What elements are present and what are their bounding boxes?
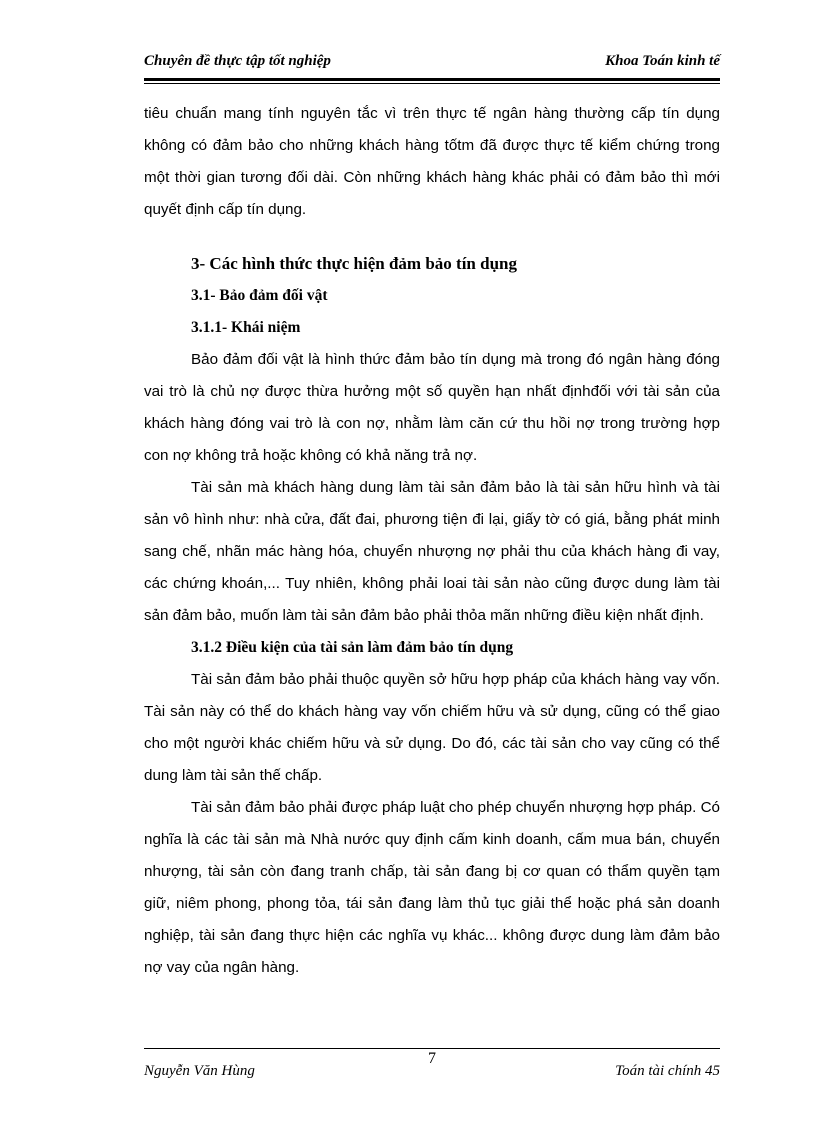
heading-3-1-1: 3.1.1- Khái niệm [191, 319, 301, 336]
paragraph-assets: Tài sản mà khách hàng dung làm tài sản đảm bảo là tài sản hữu hình và tài sản vô hình như: nhà cửa, đất đai, phương tiện đi lại, giấy tờ có giá, bằng phát minh sang chế, nhãn mác hàng hóa, chuyển nhượng nợ phải thu của khách hàng đi vay, các chứng khoán,... Tuy nhiên, không phải loai tài sản nào cũng được dung làm tài sản đảm bảo, muốn làm tài sản đảm bảo phải thỏa mãn những điều kiện nhất định. [144, 479, 720, 624]
paragraph-definition: Bảo đảm đối vật là hình thức đảm bảo tín dụng mà trong đó ngân hàng đóng vai trò là chủ nợ được thừa hưởng một số quyền hạn nhất địnhđối với tài sản của khách hàng đóng vai trò là con nợ, nhằm làm căn cứ thu hồi nợ trong trường hợp con nợ không trả hoặc không có khả năng trả nợ. [144, 351, 720, 464]
paragraph-intro: tiêu chuẩn mang tính nguyên tắc vì trên thực tế ngân hàng thường cấp tín dụng không có đảm bảo cho những khách hàng tốtm đã được thực tế kiểm chứng trong một thời gian tương đối dài. Còn những khách hàng khác phải có đảm bảo thì mới quyết định cấp tín dụng. [144, 105, 720, 218]
footer-rule [144, 1048, 720, 1049]
paragraph-ownership: Tài sản đảm bảo phải thuộc quyền sở hữu hợp pháp của khách hàng vay vốn. Tài sản này có thể do khách hàng vay vốn chiếm hữu và sử dụng, cũng có thể giao cho một người khác chiếm hữu và sử dụng. Do đó, các tài sản cho vay cũng có thể dung làm tài sản thế chấp. [144, 671, 720, 784]
heading-section-3: 3- Các hình thức thực hiện đảm bảo tín dụng [191, 254, 517, 273]
page-body [144, 98, 720, 984]
footer-class: Toán tài chính 45 [615, 1063, 720, 1079]
page-number: 7 [428, 1050, 436, 1067]
heading-3-1-2: 3.1.2 Điều kiện của tài sản làm đảm bảo tín dụng [191, 639, 514, 656]
header-rule-thin [144, 83, 720, 84]
header-right-title: Khoa Toán kinh tế [605, 53, 720, 69]
header-rule-thick [144, 78, 720, 81]
page-footer [144, 1050, 720, 1080]
paragraph-legal-transfer: Tài sản đảm bảo phải được pháp luật cho phép chuyển nhượng hợp pháp. Có nghĩa là các tài sản mà Nhà nước quy định cấm kinh doanh, cấm mua bán, chuyển nhượng, tài sản còn đang tranh chấp, tài sản đang bị cơ quan có thẩm quyền tạm giữ, niêm phong, phong tỏa, tái sản đang làm thủ tục giải thể hoặc phá sản doanh nghiệp, tài sản đang thực hiện các nghĩa vụ khác... không được dung làm đảm bảo nợ vay của ngân hàng. [144, 799, 720, 976]
footer-author: Nguyễn Văn Hùng [144, 1063, 255, 1079]
heading-3-1: 3.1- Bảo đảm đối vật [191, 287, 328, 304]
header-left-title: Chuyên đề thực tập tốt nghiệp [144, 53, 331, 69]
page-header [144, 50, 720, 78]
